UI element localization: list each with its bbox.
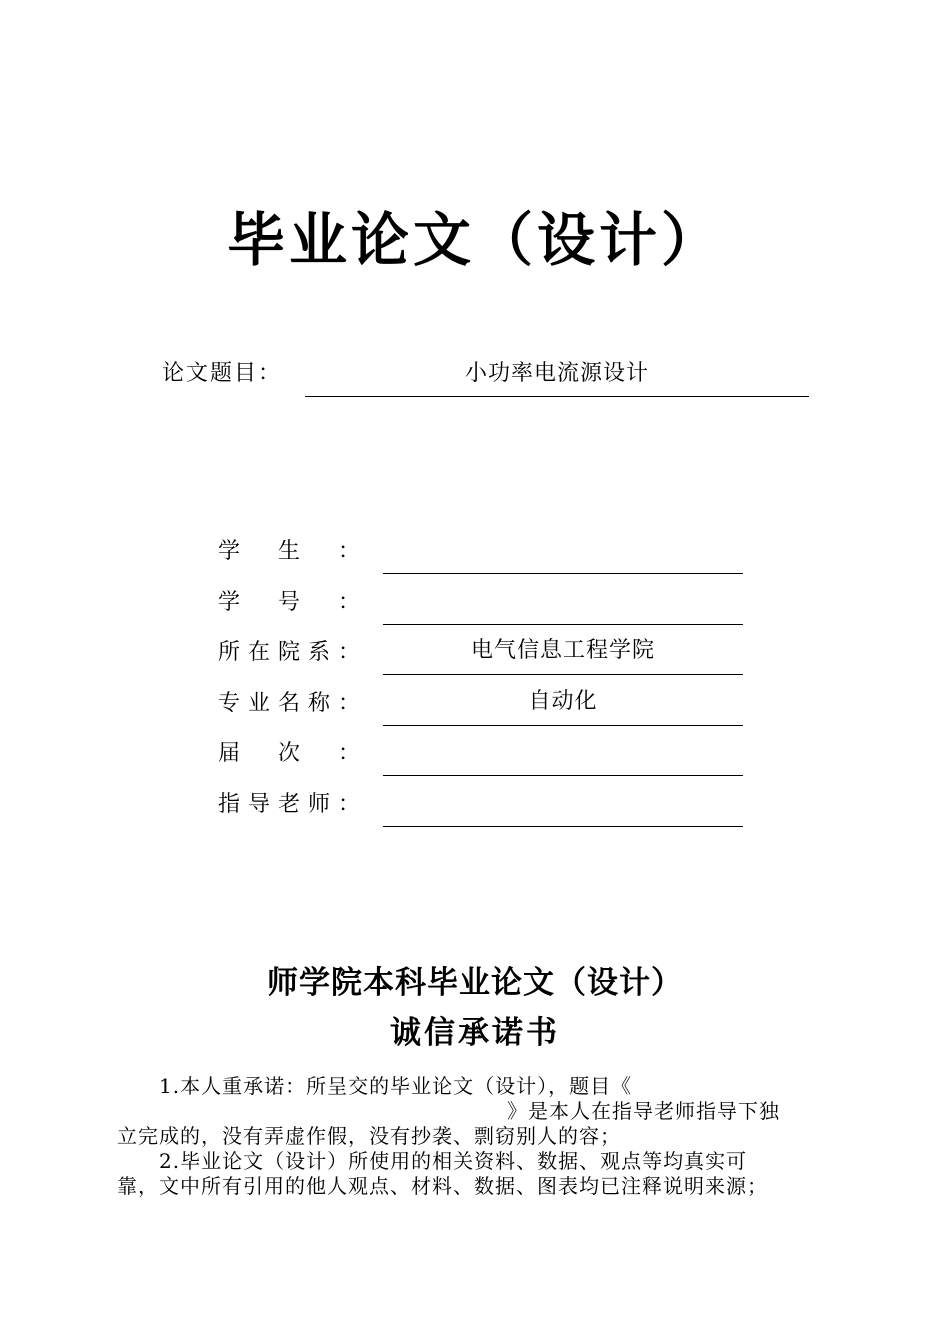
info-value-advisor — [383, 783, 743, 827]
info-row-department — [218, 631, 748, 682]
student-info-block — [218, 530, 748, 833]
thesis-title-value: 小功率电流源设计 — [305, 356, 809, 397]
info-value-student-id — [383, 581, 743, 625]
info-label-student-id: 学号： — [218, 589, 360, 615]
info-label-advisor: 指导老师： — [218, 791, 360, 817]
info-value-student — [383, 530, 743, 574]
cover-title: 毕业论文（设计） — [226, 206, 723, 274]
thesis-title-label: 论文题目： — [162, 361, 283, 386]
info-label-student: 学生： — [218, 539, 360, 564]
info-label-class-year: 届次： — [218, 741, 360, 766]
pledge-title-line-2: 诚信承诺书 — [390, 1015, 560, 1051]
pledge-line-3: 立完成的，没有弄虚作假，没有抄袭、剽窃别人的容； — [117, 1124, 621, 1148]
pledge-line-1: 1.本人重承诺：所呈交的毕业论文（设计），题目《 — [159, 1074, 633, 1098]
pledge-body — [117, 1074, 842, 1199]
info-row-class-year — [218, 732, 748, 783]
pledge-line-2: 》是本人在指导老师指导下独 — [507, 1099, 780, 1123]
info-label-department: 所在院系： — [218, 640, 360, 665]
pledge-line-4: 2.毕业论文（设计）所使用的相关资料、数据、观点等均真实可 — [159, 1149, 748, 1173]
pledge-title-line-1: 师学院本科毕业论文（设计） — [267, 965, 683, 1001]
pledge-line-5: 靠，文中所有引用的他人观点、材料、数据、图表均已注释说明来源； — [117, 1174, 768, 1198]
info-row-advisor — [218, 783, 748, 834]
info-label-major: 专业名称： — [218, 690, 360, 716]
info-value-class-year — [383, 732, 743, 776]
info-value-major: 自动化 — [383, 682, 743, 726]
info-row-student — [218, 530, 748, 581]
thesis-title-row — [162, 356, 812, 398]
info-row-student-id — [218, 581, 748, 632]
info-row-major — [218, 682, 748, 733]
info-value-department: 电气信息工程学院 — [383, 631, 743, 675]
